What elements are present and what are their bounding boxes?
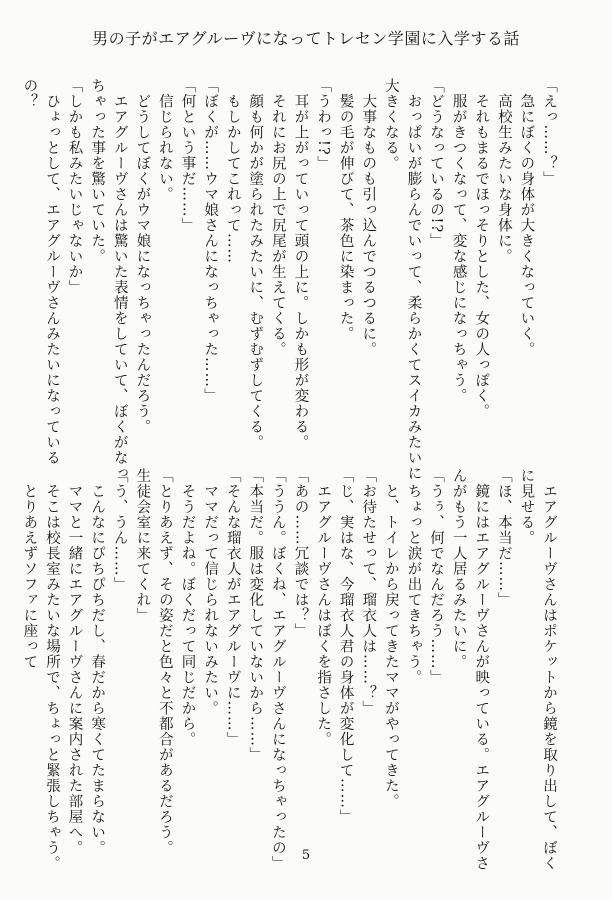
text-line: それにお尻の上で尻尾が生えてくる。	[269, 78, 286, 357]
text-line: エアグルーヴさんはポケットから鏡を取り出して、ぼく	[541, 468, 557, 871]
text-line: とりあえずソファに座って	[21, 468, 38, 670]
text-line: それもまるでほっそりとした、女の人っぽく。	[473, 78, 490, 419]
text-line: どうしてぼくがウマ娘になっちゃったんだろう。	[134, 78, 151, 435]
text-line: 「しかも私みたいじゃないか」	[66, 78, 83, 295]
text-line: 髪の毛が伸びて、茶色に染まった。	[337, 78, 354, 342]
text-line: もしかしてこれって……	[224, 78, 241, 264]
text-line: 「本当だ。服は変化していないから……」	[247, 468, 264, 763]
text-line: ママと一緒にエアグルーヴさんに案内された部屋へ。	[66, 468, 83, 856]
text-line: 生徒会室に来てくれ」	[134, 468, 151, 623]
text-line: 「あの……冗談では？」	[292, 468, 309, 639]
text-line: そうだよね。ぼくだって同じだから。	[179, 468, 196, 747]
body-text-upper	[21, 78, 560, 481]
text-line: 高校生みたいな身体に。	[495, 78, 512, 264]
text-line: ちょっと涙が出てきちゃう。	[405, 468, 422, 685]
text-line: 服がきつくなって、変な感じになっちゃう。	[450, 78, 467, 404]
page-title: 男の子がエアグルーヴになってトレセン学園に入学する話	[92, 29, 520, 48]
text-line: 鏡にはエアグルーヴさんが映っている。エアグルーヴさ	[473, 468, 490, 871]
text-line: 「うわっ!?」	[315, 78, 332, 172]
body-text-lower	[21, 468, 560, 871]
text-line: そこは校長室みたいな場所で、ちょっと緊張しちゃう。	[43, 468, 60, 871]
text-line: ひょっとして、エアグルーヴさんみたいになっている	[43, 78, 60, 466]
text-line: ママだって信じられないみたい。	[202, 468, 219, 716]
text-line: おっぱいが膨らんでいって、柔らかくてスイカみたいに	[405, 78, 422, 481]
text-line: と、トイレから戻ってきたママがやってきた。	[382, 468, 399, 809]
text-line: 「う、うん……」	[111, 468, 128, 592]
text-line: の？	[21, 78, 38, 109]
text-line: 信じられない。	[156, 78, 173, 202]
text-line: 「じ、実はな、今瑠衣人君の身体が変化して……」	[337, 468, 354, 825]
text-line: んがもう一人居るみたいに。	[450, 468, 467, 670]
text-line: 急にぼくの身体が大きくなっていく。	[518, 78, 535, 357]
text-line: ちゃった事を驚いていた。	[89, 78, 106, 264]
text-line: エアグルーヴさんはぼくを指さした。	[315, 468, 332, 747]
page-number: 5	[301, 848, 311, 863]
text-line: に見せる。	[518, 468, 535, 546]
text-line: こんなにぴちぴちだし、春だから寒くてたまらない。	[89, 468, 106, 856]
text-line: 耳が上がっていって頭の上に。しかも形が変わる。	[292, 78, 309, 450]
text-line: 「そんな瑠衣人がエアグルーヴに……」	[224, 468, 241, 747]
text-line: 「とりあえず、その姿だと色々と不都合があるだろう。	[156, 468, 173, 856]
text-line: エアグルーヴさんは驚いた表情をしていて、ぼくがなっ	[111, 78, 128, 481]
text-line: 「うぅ、何でなんだろう……」	[428, 468, 445, 685]
text-line: 「ほ、本当だ……」	[495, 468, 512, 608]
text-line: 大事なものも引っ込んでつるつるに。	[360, 78, 377, 357]
text-line: 「何という事だ……」	[179, 78, 196, 233]
text-line: 「お待たせって、瑠衣人は……？」	[360, 468, 377, 716]
text-line: 「どうなっているの!?」	[428, 78, 445, 249]
text-line: 顔も何かが塗られたみたいに、むずむずしてくる。	[247, 78, 264, 450]
text-line: 「ううん。ぼくね、エアグルーヴさんになっちゃったの」	[269, 468, 286, 871]
text-line: 「ぼくが……ウマ娘さんになっちゃった……」	[202, 78, 219, 404]
text-line: 「えっ……？」	[541, 78, 557, 187]
text-line: 大きくなる。	[382, 78, 399, 171]
